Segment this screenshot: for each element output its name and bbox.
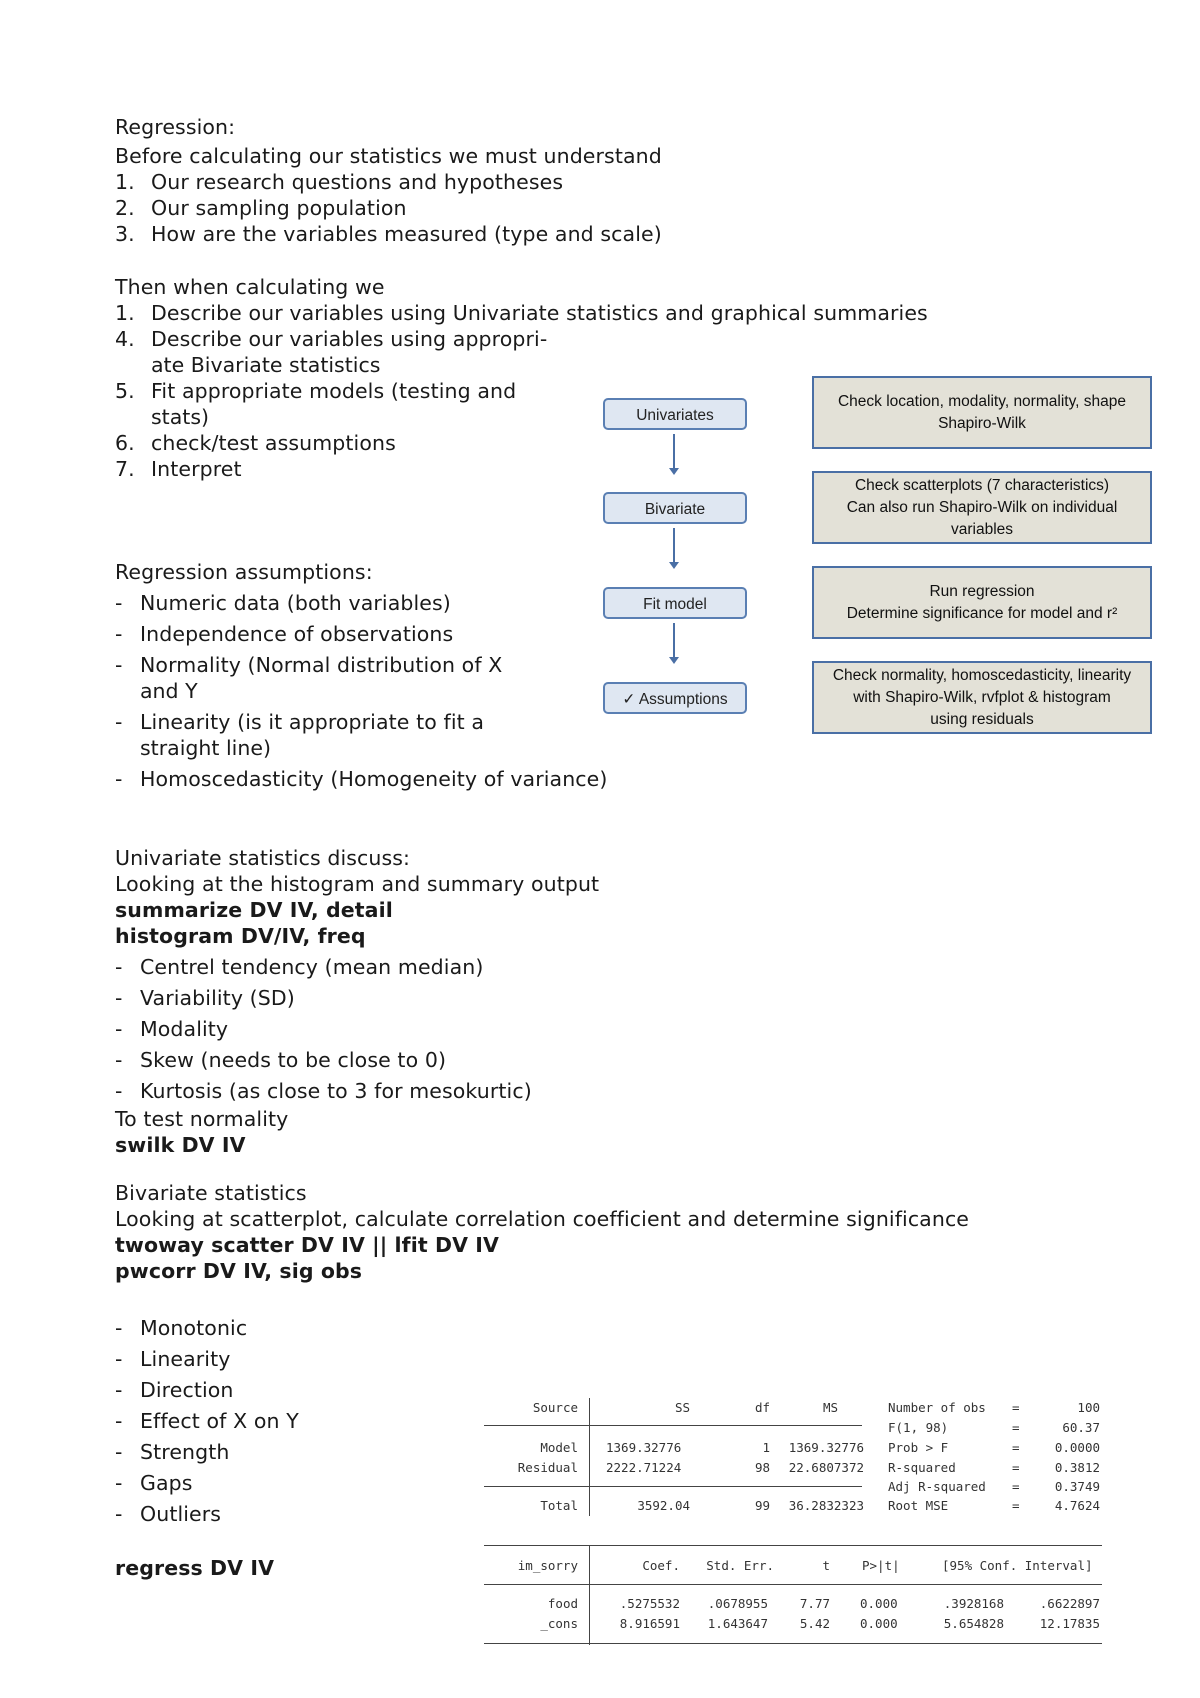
list-item [115, 456, 242, 482]
bullet-dash: - [115, 1440, 123, 1464]
command-swilk: swilk DV IV [115, 1133, 246, 1157]
command-regress: regress DV IV [115, 1556, 275, 1580]
univariate-heading: Univariate statistics discuss: [115, 846, 411, 870]
list-item [115, 1047, 446, 1073]
bullet-dash: - [115, 1347, 123, 1371]
bivariate-lead: Looking at scatterplot, calculate correlation coefficient and determine significance [115, 1207, 970, 1231]
fit-stat-value: 4.7624 [1054, 1498, 1100, 1513]
flow-step-fit-model: Fit model [603, 587, 747, 619]
bullet-dash: - [115, 986, 123, 1010]
fit-stat-value: 0.3812 [1054, 1460, 1100, 1475]
detail-line: Check location, modality, normality, shape [837, 392, 1127, 410]
list-item [115, 169, 563, 195]
list-item [115, 430, 396, 456]
coef-cell: .3928168 [943, 1596, 1004, 1611]
fit-stat-value: 60.37 [1062, 1420, 1100, 1435]
flow-detail-bivariate [812, 471, 1152, 544]
list-continuation: and Y [140, 679, 198, 703]
bullet-dash: - [115, 1378, 123, 1402]
coef-cell: 0.000 [860, 1596, 898, 1611]
assumptions-heading: Regression assumptions: [115, 560, 373, 584]
detail-line: using residuals [930, 710, 1034, 728]
anova-header: MS [822, 1400, 838, 1415]
list-text: Numeric data (both variables) [140, 591, 451, 615]
anova-cell: 98 [754, 1460, 770, 1475]
fit-stat-eq: = [1012, 1400, 1020, 1415]
list-text: Describe our variables using appropri- [151, 327, 548, 351]
list-text: Our research questions and hypotheses [151, 170, 564, 194]
list-item [115, 378, 516, 404]
list-item [115, 985, 295, 1011]
anova-cell: 22.6807372 [788, 1460, 864, 1475]
bullet-dash: - [115, 653, 123, 677]
coef-cell: 1.643647 [707, 1616, 768, 1631]
flow-detail-univariates [812, 376, 1152, 449]
list-text: Describe our variables using Univariate statistics and graphical summaries [151, 301, 928, 325]
fit-stat-value: 0.3749 [1054, 1479, 1100, 1494]
list-item [115, 954, 483, 980]
detail-line: Can also run Shapiro-Wilk on individual [846, 498, 1118, 516]
list-text: Effect of X on Y [140, 1409, 299, 1433]
list-number: 4. [115, 327, 135, 351]
coef-header: Coef. [642, 1558, 680, 1573]
anova-header: SS [674, 1400, 690, 1415]
list-text: Interpret [151, 457, 242, 481]
coef-cell: food [547, 1596, 578, 1611]
fit-stat-value: 0.0000 [1054, 1440, 1100, 1455]
flow-step-univariates: Univariates [603, 398, 747, 430]
flow-step-bivariate: Bivariate [603, 492, 747, 524]
list-text: Linearity [140, 1347, 231, 1371]
bullet-dash: - [115, 1017, 123, 1041]
detail-line: variables [950, 520, 1014, 538]
list-text: Fit appropriate models (testing and [151, 379, 517, 403]
list-text: Monotonic [140, 1316, 248, 1340]
list-text: Modality [140, 1017, 229, 1041]
coef-cell: .6622897 [1039, 1596, 1100, 1611]
bullet-dash: - [115, 1048, 123, 1072]
fit-stat-eq: = [1012, 1498, 1020, 1513]
coef-header: P>|t| [862, 1558, 900, 1573]
anova-header: Source [532, 1400, 578, 1415]
fit-stat-eq: = [1012, 1479, 1020, 1494]
coef-cell: _cons [540, 1616, 578, 1631]
list-item [115, 1377, 234, 1403]
list-item [115, 1315, 247, 1341]
list-text: How are the variables measured (type and scale) [151, 222, 662, 246]
coef-cell: 7.77 [799, 1596, 830, 1611]
list-number: 5. [115, 379, 135, 403]
bullet-dash: - [115, 710, 123, 734]
list-continuation: ate Bivariate statistics [151, 353, 381, 377]
command-histogram: histogram DV/IV, freq [115, 924, 366, 948]
list-item [115, 326, 547, 352]
list-item [115, 1016, 228, 1042]
list-text: Kurtosis (as close to 3 for mesokurtic) [140, 1079, 532, 1103]
flow-detail-fit-model [812, 566, 1152, 639]
anova-cell: Residual [517, 1460, 578, 1475]
list-text: Variability (SD) [140, 986, 295, 1010]
anova-cell: Total [540, 1498, 578, 1513]
list-number: 3. [115, 222, 135, 246]
fit-stat-eq: = [1012, 1420, 1020, 1435]
bullet-dash: - [115, 955, 123, 979]
list-item [115, 590, 451, 616]
detail-line: Check scatterplots (7 characteristics) [854, 476, 1110, 494]
anova-cell: 1 [762, 1440, 770, 1455]
list-number: 7. [115, 457, 135, 481]
coef-cell: 5.42 [799, 1616, 830, 1631]
regression-heading: Regression: [115, 115, 236, 139]
list-item [115, 221, 662, 247]
list-number: 1. [115, 301, 135, 325]
fit-stat-value: 100 [1077, 1400, 1100, 1415]
list-text: Normality (Normal distribution of X [140, 653, 503, 677]
detail-line: with Shapiro-Wilk, rvfplot & histogram [853, 688, 1111, 706]
list-text: Independence of observations [140, 622, 454, 646]
list-item [115, 195, 407, 221]
bullet-dash: - [115, 1409, 123, 1433]
list-text: Homoscedasticity (Homogeneity of variance) [140, 767, 608, 791]
list-item [115, 1439, 229, 1465]
list-text: Direction [140, 1378, 234, 1402]
coef-cell: 0.000 [860, 1616, 898, 1631]
bullet-dash: - [115, 1502, 123, 1526]
list-text: Our sampling population [151, 196, 407, 220]
list-text: Linearity (is it appropriate to fit a [140, 710, 485, 734]
list-text: Strength [140, 1440, 230, 1464]
list-text: Centrel tendency (mean median) [140, 955, 484, 979]
anova-cell: 1369.32776 [606, 1440, 682, 1455]
list-item [115, 766, 607, 792]
fit-stat-label: F(1, 98) [888, 1420, 949, 1435]
coef-cell: 8.916591 [619, 1616, 680, 1631]
list-text: Outliers [140, 1502, 222, 1526]
list-item [115, 621, 453, 647]
list-item [115, 1346, 230, 1372]
list-item [115, 1501, 221, 1527]
list-number: 6. [115, 431, 135, 455]
normality-lead: To test normality [115, 1107, 289, 1131]
bullet-dash: - [115, 767, 123, 791]
anova-cell: 99 [754, 1498, 770, 1513]
anova-header: df [754, 1400, 770, 1415]
anova-cell: Model [540, 1440, 578, 1455]
anova-cell: 36.2832323 [788, 1498, 864, 1513]
list-item [115, 652, 502, 678]
bivariate-heading: Bivariate statistics [115, 1181, 307, 1205]
coef-cell: .5275532 [619, 1596, 680, 1611]
fit-stat-label: Root MSE [888, 1498, 949, 1513]
flow-step-assumptions: ✓ Assumptions [603, 682, 747, 714]
list-number: 1. [115, 170, 135, 194]
command-pwcorr: pwcorr DV IV, sig obs [115, 1259, 363, 1283]
list-continuation: straight line) [140, 736, 271, 760]
detail-line: Shapiro-Wilk [938, 414, 1026, 432]
intro-lead: Before calculating our statistics we must understand [115, 144, 662, 168]
fit-stat-eq: = [1012, 1460, 1020, 1475]
calc-lead: Then when calculating we [115, 275, 385, 299]
coef-header: Std. Err. [706, 1558, 774, 1573]
command-summarize: summarize DV IV, detail [115, 898, 393, 922]
coef-cell: .0678955 [707, 1596, 768, 1611]
list-text: Skew (needs to be close to 0) [140, 1048, 447, 1072]
fit-stat-eq: = [1012, 1440, 1020, 1455]
list-item [115, 709, 484, 735]
bullet-dash: - [115, 1316, 123, 1340]
anova-cell: 1369.32776 [788, 1440, 864, 1455]
list-item [115, 1408, 299, 1434]
list-item [115, 1078, 532, 1104]
list-item [115, 300, 928, 326]
anova-cell: 2222.71224 [606, 1460, 682, 1475]
coef-header: [95% Conf. Interval] [942, 1558, 1093, 1573]
detail-line: Run regression [929, 582, 1035, 600]
list-text: check/test assumptions [151, 431, 396, 455]
bullet-dash: - [115, 591, 123, 615]
command-twoway: twoway scatter DV IV || lfit DV IV [115, 1233, 499, 1257]
coef-header: im_sorry [517, 1558, 578, 1573]
detail-line: Determine significance for model and r² [846, 604, 1118, 622]
univariate-lead: Looking at the histogram and summary output [115, 872, 600, 896]
fit-stat-label: Adj R-squared [888, 1479, 986, 1494]
bullet-dash: - [115, 1079, 123, 1103]
anova-cell: 3592.04 [637, 1498, 690, 1513]
fit-stat-label: R-squared [888, 1460, 956, 1475]
coef-cell: 5.654828 [943, 1616, 1004, 1631]
bullet-dash: - [115, 1471, 123, 1495]
coef-cell: 12.17835 [1039, 1616, 1100, 1631]
list-number: 2. [115, 196, 135, 220]
fit-stat-label: Number of obs [888, 1400, 986, 1415]
coef-header: t [822, 1558, 830, 1573]
fit-stat-label: Prob > F [888, 1440, 949, 1455]
detail-line: Check normality, homoscedasticity, linearity [832, 666, 1132, 684]
list-item [115, 1470, 193, 1496]
list-continuation: stats) [151, 405, 209, 429]
flow-detail-assumptions [812, 661, 1152, 734]
list-text: Gaps [140, 1471, 193, 1495]
bullet-dash: - [115, 622, 123, 646]
